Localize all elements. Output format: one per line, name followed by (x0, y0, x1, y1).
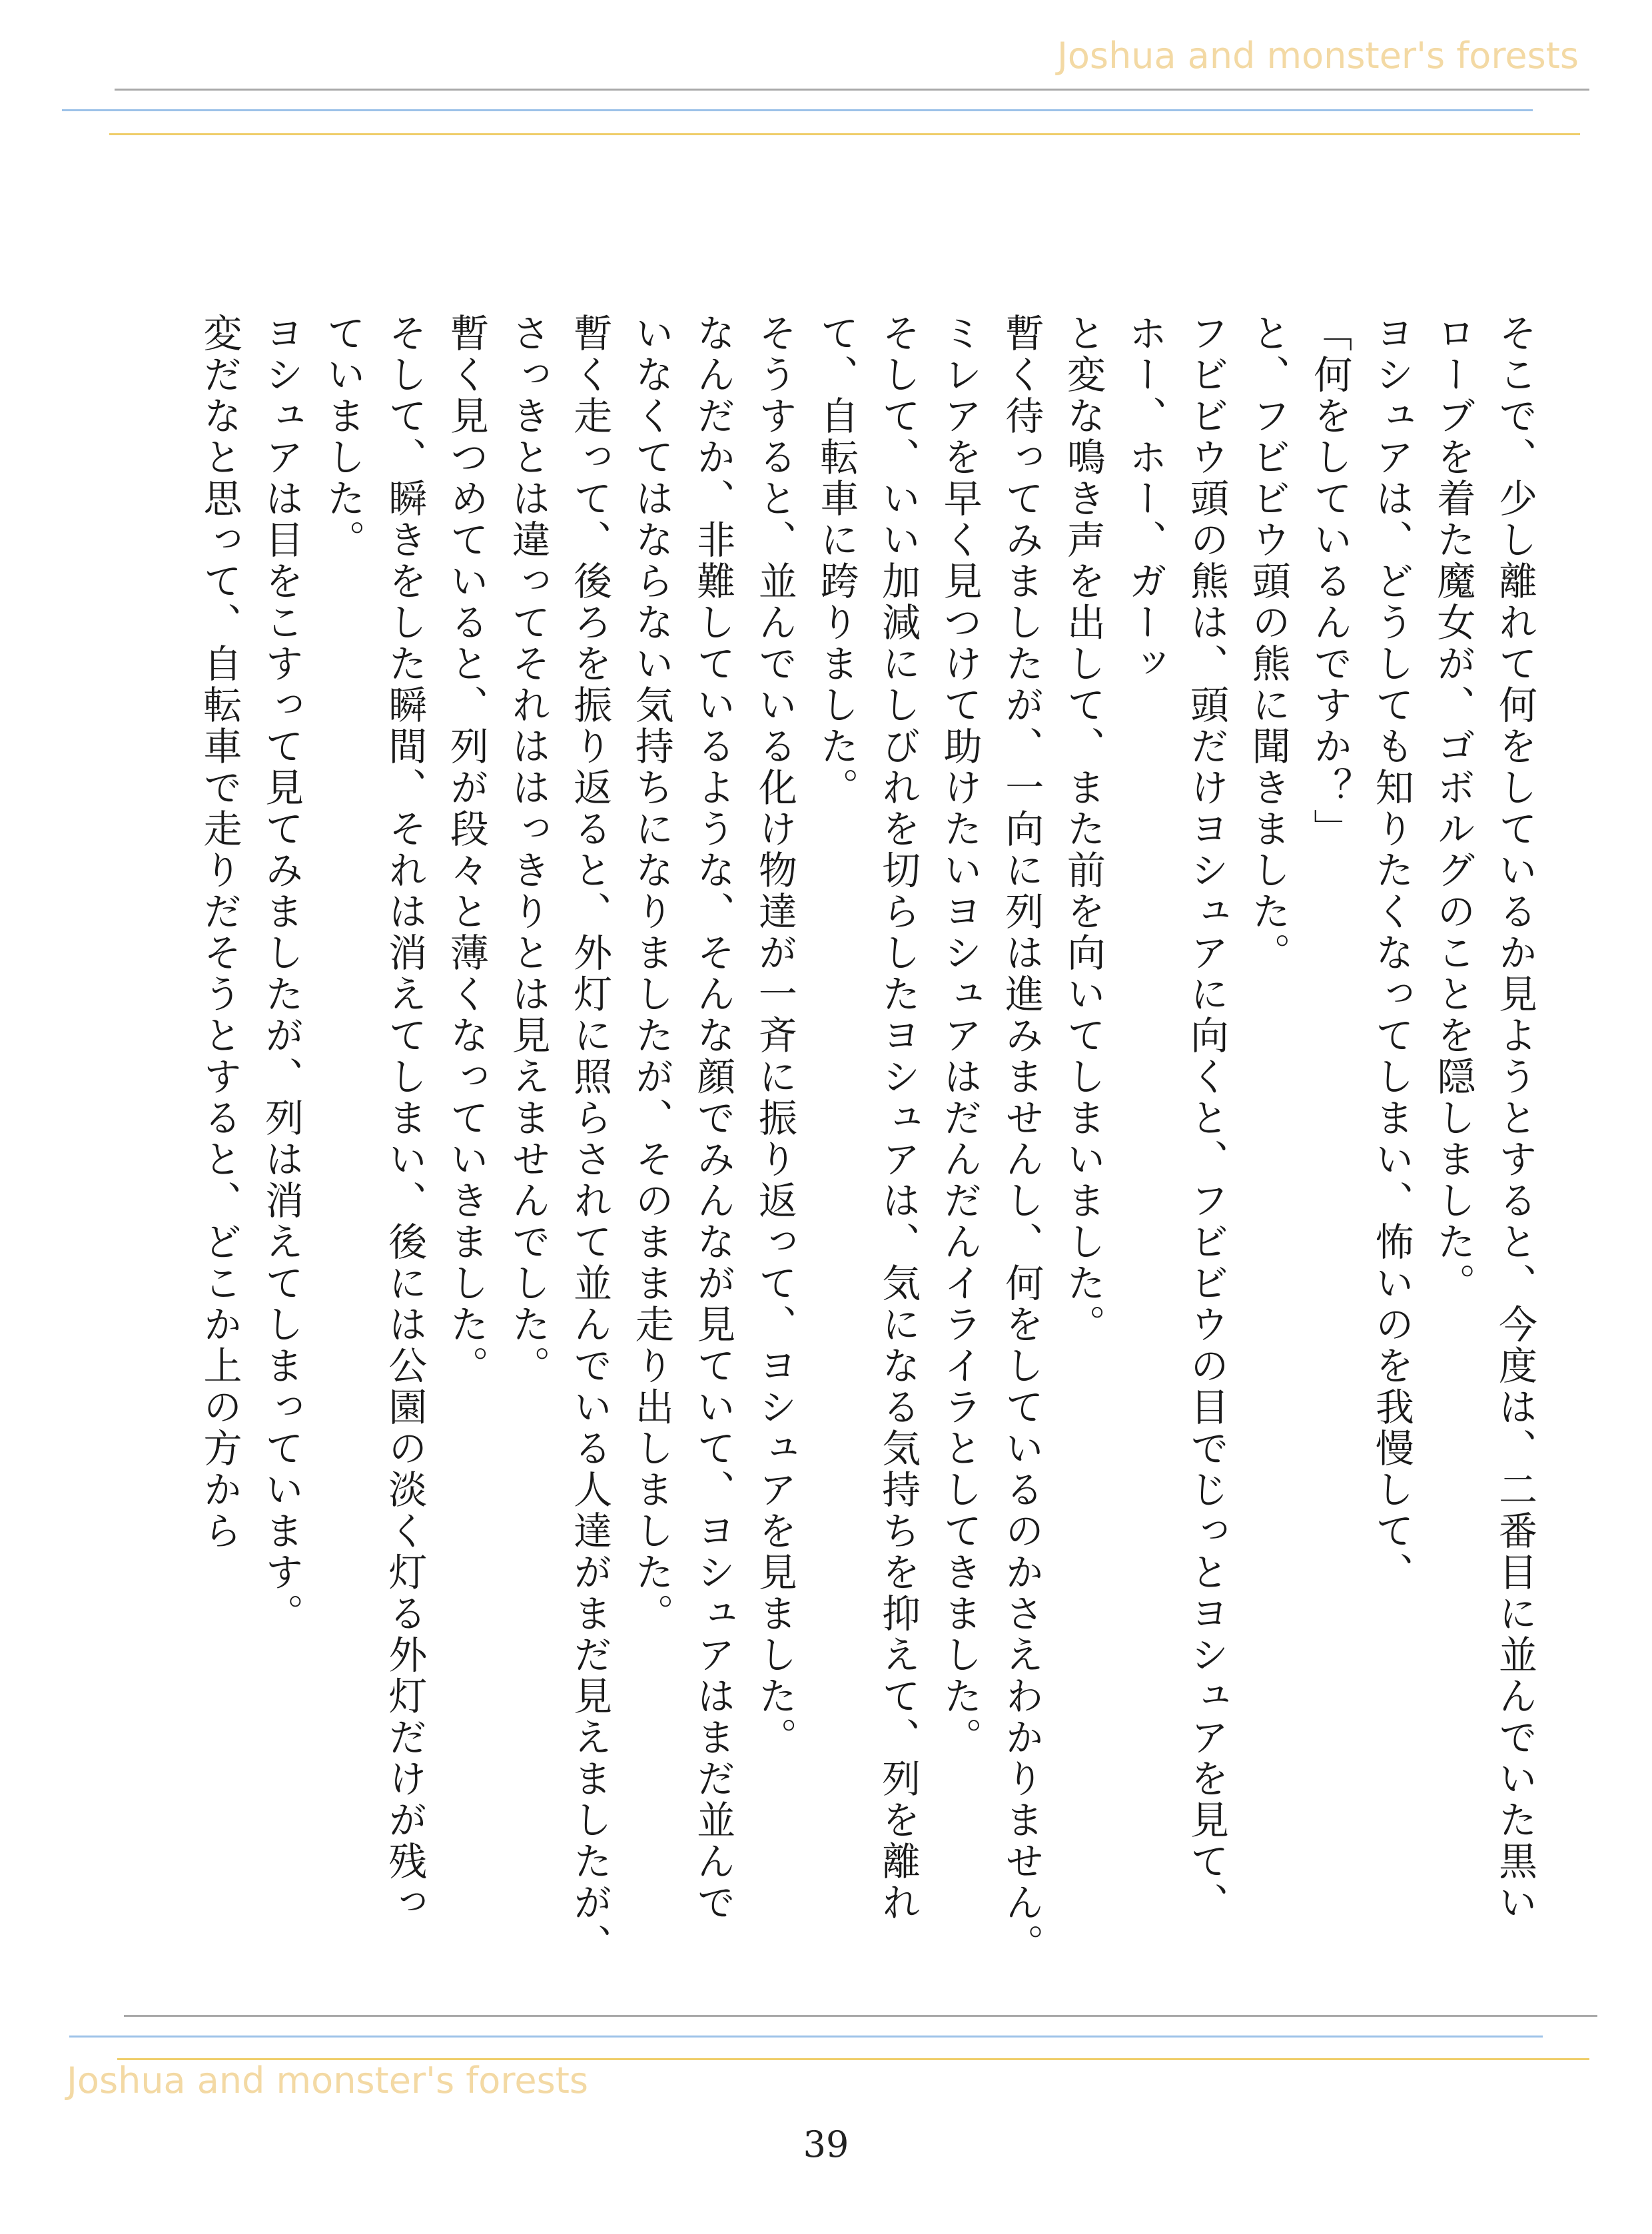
text-line: フビビウ頭の熊は、頭だけヨシュアに向くと、フビビウの目でじっとヨシュアを見て、 (1184, 313, 1230, 1924)
text-line: て、自転車に跨りました。 (813, 313, 859, 809)
text-line: ていました。 (320, 313, 366, 561)
text-line: そして、いい加減にしびれを切らしたヨシュアは、気になる気持ちを抑えて、列を離れ (875, 313, 921, 1924)
text-line: ローブを着た魔女が、ゴボルグのことを隠しました。 (1430, 313, 1476, 1304)
header-rule-blue (62, 109, 1533, 111)
text-line: 変だなと思って、自転車で走りだそうとすると、どこか上の方から (197, 313, 242, 1552)
vertical-body-text (93, 313, 1545, 2051)
page-number: 39 (803, 2123, 849, 2165)
text-line: 暫く待ってみましたが、一向に列は進みませんし、何をしているのかさえわかりません。 (999, 313, 1044, 1965)
footer-rule-blue (69, 2036, 1543, 2038)
text-line: ヨシュアは目をこすって見てみましたが、列は消えてしまっています。 (258, 313, 304, 1635)
footer-title: Joshua and monster's forests (67, 2059, 589, 2101)
text-line: と変な鳴き声を出して、また前を向いてしまいました。 (1060, 313, 1106, 1345)
header-rule-yellow (109, 133, 1580, 135)
footer-rule-gray (124, 2015, 1597, 2017)
text-line: ヨシュアは、どうしても知りたくなってしまい、怖いのを我慢して、 (1368, 313, 1414, 1593)
text-line: 「何をしているんですか？」 (1307, 313, 1353, 850)
text-line: 暫く見つめていると、列が段々と薄くなっていきました。 (443, 313, 489, 1387)
text-line: ホー、ホー、ガーッ (1122, 313, 1168, 685)
text-line: と、フビビウ頭の熊に聞きました。 (1245, 313, 1291, 974)
text-line: いなくてはならない気持ちになりましたが、そのまま走り出しました。 (628, 313, 674, 1635)
text-line: ミレアを早く見つけて助けたいヨシュアはだんだんイライラとしてきました。 (937, 313, 983, 1758)
text-line: なんだか、非難しているような、そんな顔でみんなが見ていて、ヨシュアはまだ並んで (690, 313, 736, 1924)
header-rule-gray (115, 89, 1589, 91)
text-line: そうすると、並んでいる化け物達が一斉に振り返って、ヨシュアを見ました。 (751, 313, 797, 1758)
text-line: 暫く走って、後ろを振り返ると、外灯に照らされて並んでいる人達がまだ見えましたが、 (567, 313, 613, 1965)
text-line: さっきとは違ってそれははっきりとは見えませんでした。 (505, 313, 551, 1387)
text-line: そして、瞬きをした瞬間、それは消えてしまい、後には公園の淡く灯る外灯だけが残っ (382, 313, 428, 1924)
text-line: そこで、少し離れて何をしているか見ようとすると、今度は、二番目に並んでいた黒い (1492, 313, 1537, 1924)
header-title: Joshua and monster's forests (1056, 35, 1579, 77)
